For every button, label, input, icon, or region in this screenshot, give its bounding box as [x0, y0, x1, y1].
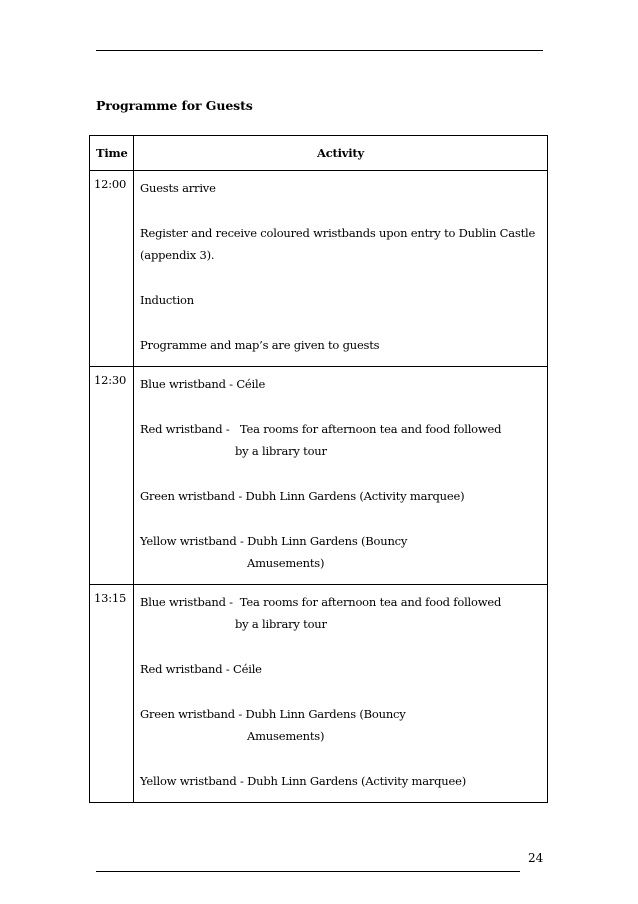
- activity-line: Programme and map’s are given to guests: [140, 338, 380, 352]
- activity-line: Green wristband - Dubh Linn Gardens (Bouncy: [140, 707, 406, 721]
- programme-table: [89, 135, 548, 803]
- activity-cell: [134, 367, 548, 585]
- activity-line: Blue wristband - Céile: [140, 377, 266, 391]
- activity-line: Guests arrive: [140, 181, 216, 195]
- time-cell: 12:30: [90, 367, 134, 585]
- activity-line: Green wristband - Dubh Linn Gardens (Activity marquee): [140, 489, 465, 503]
- activity-line: Red wristband - Tea rooms for afternoon tea and food followed: [140, 422, 502, 436]
- activity-line: Yellow wristband - Dubh Linn Gardens (Activity marquee): [140, 774, 467, 788]
- header-rule: [96, 50, 543, 51]
- activity-line: Amusements): [247, 556, 325, 570]
- footer-rule: [96, 871, 520, 872]
- activity-line: by a library tour: [235, 444, 327, 458]
- activity-line: Blue wristband - Tea rooms for afternoon tea and food followed: [140, 595, 502, 609]
- table-row: [90, 585, 548, 803]
- page-heading: Programme for Guests: [96, 98, 253, 113]
- table-row: [90, 171, 548, 367]
- page-number: 24: [528, 851, 544, 865]
- time-cell: 13:15: [90, 585, 134, 803]
- table-row: [90, 367, 548, 585]
- activity-line: Register and receive coloured wristbands upon entry to Dublin Castle: [140, 226, 536, 240]
- column-header-activity: Activity: [134, 136, 548, 171]
- time-cell: 12:00: [90, 171, 134, 367]
- activity-line: Amusements): [247, 729, 325, 743]
- column-header-time: Time: [90, 136, 134, 171]
- activity-line: (appendix 3).: [140, 248, 215, 262]
- activity-cell: [134, 585, 548, 803]
- activity-cell: [134, 171, 548, 367]
- activity-line: Induction: [140, 293, 194, 307]
- table-header-row: [90, 136, 548, 171]
- activity-line: Yellow wristband - Dubh Linn Gardens (Bouncy: [140, 534, 408, 548]
- activity-line: by a library tour: [235, 617, 327, 631]
- activity-line: Red wristband - Céile: [140, 662, 262, 676]
